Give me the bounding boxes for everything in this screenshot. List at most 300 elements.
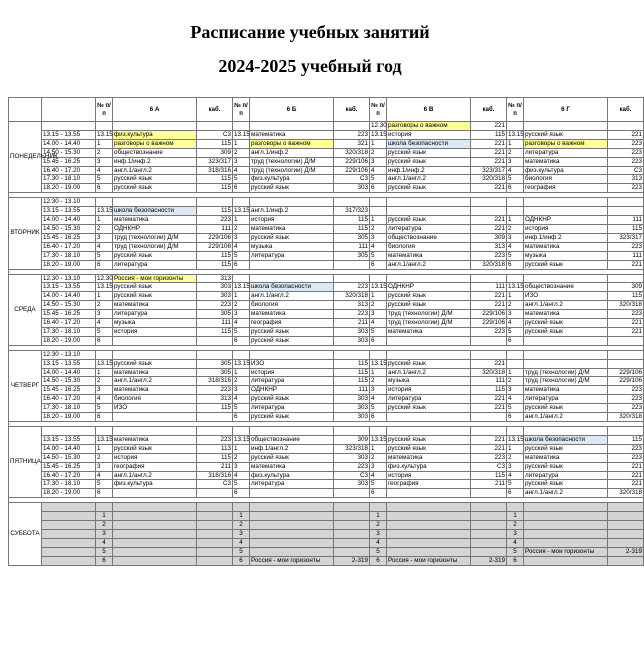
time-slot: 15.45 - 16.25 — [42, 386, 96, 395]
lesson-number-6b: 6 — [233, 336, 250, 345]
subject-6g: русский язык — [524, 130, 608, 139]
room-6a: 115 — [197, 327, 233, 336]
room-6a: 318/316 — [197, 471, 233, 480]
header-num: № п/п — [507, 98, 524, 122]
subject-6a: литература — [113, 310, 197, 319]
lesson-number-6a: 3 — [96, 386, 113, 395]
room-6a: 318/316 — [197, 377, 233, 386]
room-6v: 221 — [471, 139, 507, 148]
subject-6v: англ.1/англ.2 — [387, 368, 471, 377]
subject-6g: русский язык — [524, 404, 608, 413]
subject-6b: ИЗО — [250, 359, 334, 368]
lesson-number-6a: 1 — [96, 444, 113, 453]
subject-6g — [524, 529, 608, 538]
lesson-number-6v: 3 — [370, 233, 387, 242]
lesson-number-6b: 4 — [233, 471, 250, 480]
room-6g — [608, 350, 644, 359]
lesson-number-6v: 1 — [370, 512, 387, 521]
time-slot: 13.15 - 13.55 — [42, 435, 96, 444]
lesson-number-6b: 2 — [233, 377, 250, 386]
room-6v: 115 — [471, 386, 507, 395]
lesson-number-6b: 4 — [233, 242, 250, 251]
subject-6b: математика — [250, 310, 334, 319]
schedule-row — [9, 444, 644, 453]
schedule-row — [9, 139, 644, 148]
room-6v: 221 — [471, 148, 507, 157]
lesson-number-6b — [233, 503, 250, 512]
time-slot: 15.45 - 16.25 — [42, 157, 96, 166]
subject-6g: русский язык — [524, 480, 608, 489]
room-6g — [608, 427, 644, 436]
subject-6b: англ.1/инф.2 — [250, 148, 334, 157]
subject-6a: англ.1/англ.2 — [113, 166, 197, 175]
subject-6v: Россия - мои горизонты — [387, 556, 471, 565]
subject-6b: литература — [250, 377, 334, 386]
lesson-number-6v: 2 — [370, 301, 387, 310]
lesson-number-6a: 5 — [96, 480, 113, 489]
subject-6v — [387, 529, 471, 538]
room-6b: 303 — [334, 395, 370, 404]
header-room: каб. — [608, 98, 644, 122]
lesson-number-6a — [96, 503, 113, 512]
lesson-number-6g: 13.15 — [508, 435, 524, 443]
subject-6a: русский язык — [113, 184, 197, 193]
lesson-number-6b: 2 — [233, 453, 250, 462]
subject-6g: ОДНКНР — [524, 216, 608, 225]
room-6g: 223 — [608, 444, 644, 453]
subject-6b — [250, 489, 334, 498]
subject-6b: история — [250, 368, 334, 377]
day-label: ВТОРНИК — [9, 198, 42, 269]
room-6v — [471, 207, 507, 216]
room-6g: 223 — [608, 310, 644, 319]
subject-6b: ОДНКНР — [250, 386, 334, 395]
room-6a: 318/316 — [197, 166, 233, 175]
subject-6b: литература — [250, 404, 334, 413]
lesson-number-6a: 13.15 — [97, 283, 113, 291]
room-6v — [471, 529, 507, 538]
lesson-number-6g: 2 — [507, 224, 524, 233]
room-6b: 305 — [334, 233, 370, 242]
subject-6g: разговоры о важном — [524, 139, 608, 148]
time-slot: 18.20 - 19.00 — [42, 184, 96, 193]
subject-6b: физ.культура — [250, 175, 334, 184]
room-6v: 115 — [471, 130, 507, 139]
time-slot: 14.50 - 15.30 — [42, 301, 96, 310]
time-slot: 16.40 - 17.20 — [42, 166, 96, 175]
subject-6v: труд (технологии) Д/М — [387, 310, 471, 319]
subject-6g: инф.1/инф.2 — [524, 233, 608, 242]
subject-6b: биология — [250, 301, 334, 310]
subject-6b — [250, 260, 334, 269]
room-6b: 309 — [334, 435, 370, 444]
room-6v: 223 — [471, 251, 507, 260]
room-6b — [334, 503, 370, 512]
subject-6g — [524, 427, 608, 436]
room-6b: 321 — [334, 139, 370, 148]
subject-6v: разговоры о важном — [387, 122, 471, 131]
lesson-number-6b: 5 — [233, 547, 250, 556]
schedule-row — [9, 251, 644, 260]
room-6b — [334, 521, 370, 530]
lesson-number-6b: 6 — [233, 184, 250, 193]
lesson-number-6g: 4 — [507, 471, 524, 480]
time-slot: 18.20 - 19.00 — [42, 336, 96, 345]
room-6a: 303 — [197, 283, 233, 292]
lesson-number-6a: 5 — [96, 251, 113, 260]
subject-6b: русский язык — [250, 233, 334, 242]
lesson-number-6g: 4 — [507, 395, 524, 404]
subject-6a: разговоры о важном — [113, 139, 197, 148]
lesson-number-6a: 3 — [96, 529, 113, 538]
lesson-number-6b: 13.15 — [234, 359, 250, 367]
lesson-number-6g: 5 — [507, 480, 524, 489]
room-6b: 303 — [334, 453, 370, 462]
subject-6g: русский язык — [524, 260, 608, 269]
room-6a: 223 — [197, 301, 233, 310]
subject-6b: разговоры о важном — [250, 139, 334, 148]
time-slot: 17.30 - 18.10 — [42, 404, 96, 413]
room-6b: 223 — [334, 310, 370, 319]
lesson-number-6g: 6 — [507, 184, 524, 193]
lesson-number-6b: 6 — [233, 413, 250, 422]
subject-6v: география — [387, 480, 471, 489]
room-6g — [608, 538, 644, 547]
subject-6g: литература — [524, 471, 608, 480]
lesson-number-6b: 1 — [233, 216, 250, 225]
lesson-number-6b: 13.15 — [234, 435, 250, 443]
lesson-number-6a: 4 — [96, 319, 113, 328]
lesson-number-6g — [507, 198, 524, 207]
page-subtitle: 2024-2025 учебный год — [218, 56, 402, 76]
subject-6a: англ.1/англ.2 — [113, 471, 197, 480]
time-slot: 13.15 - 13.55 — [42, 207, 96, 216]
schedule-row — [9, 368, 644, 377]
room-6v — [471, 427, 507, 436]
day-label: ПОНЕДЕЛЬНИК — [9, 122, 42, 193]
schedule-row — [9, 327, 644, 336]
schedule-row — [9, 319, 644, 328]
lesson-number-6g: 3 — [507, 386, 524, 395]
room-6g: 320/318 — [608, 489, 644, 498]
room-6v: 111 — [471, 283, 507, 292]
subject-6v: математика — [387, 251, 471, 260]
schedule-row — [9, 148, 644, 157]
schedule-row — [9, 233, 644, 242]
room-6b: 115 — [334, 224, 370, 233]
room-6g: 115 — [608, 435, 644, 444]
subject-6b — [250, 538, 334, 547]
lesson-number-6b: 5 — [233, 404, 250, 413]
lesson-number-6v: 4 — [370, 166, 387, 175]
lesson-number-6a: 6 — [96, 336, 113, 345]
subject-6g: математика — [524, 157, 608, 166]
subject-6v — [387, 512, 471, 521]
lesson-number-6b — [233, 122, 250, 131]
room-6g: 223 — [608, 386, 644, 395]
subject-6g: англ.1/англ.2 — [524, 489, 608, 498]
room-6v — [471, 336, 507, 345]
time-slot: 16.40 - 17.20 — [42, 471, 96, 480]
lesson-number-6v: 5 — [370, 480, 387, 489]
subject-6b — [250, 427, 334, 436]
lesson-number-6a: 1 — [96, 512, 113, 521]
lesson-number-6b: 3 — [233, 233, 250, 242]
subject-6b: русский язык — [250, 327, 334, 336]
room-6g — [608, 512, 644, 521]
day-label: СУББОТА — [9, 503, 42, 565]
subject-6a — [113, 336, 197, 345]
subject-6g: история — [524, 224, 608, 233]
subject-6g — [524, 556, 608, 565]
lesson-number-6g: 2 — [507, 148, 524, 157]
lesson-number-6b: 13.15 — [234, 207, 250, 215]
lesson-number-6b: 4 — [233, 166, 250, 175]
subject-6v: русский язык — [387, 157, 471, 166]
room-6b — [334, 529, 370, 538]
subject-6a: обществознание — [113, 148, 197, 157]
lesson-number-6g: 6 — [507, 260, 524, 269]
subject-6b: история — [250, 216, 334, 225]
subject-6v: англ.1/англ.2 — [387, 260, 471, 269]
room-6a: 115 — [197, 453, 233, 462]
lesson-number-6g — [507, 359, 524, 368]
subject-6v: математика — [387, 327, 471, 336]
lesson-number-6b: 4 — [233, 538, 250, 547]
room-6v — [471, 413, 507, 422]
schedule-row — [9, 336, 644, 345]
time-slot: 12.30 - 13.10 — [42, 274, 96, 283]
subject-6v: литература — [387, 224, 471, 233]
time-slot: 17.30 - 18.10 — [42, 327, 96, 336]
subject-6g: русский язык — [524, 444, 608, 453]
room-6b: 115 — [334, 359, 370, 368]
room-6v: 229/106 — [471, 319, 507, 328]
subject-6a: русский язык — [113, 251, 197, 260]
subject-6v: русский язык — [387, 404, 471, 413]
lesson-number-6b: 4 — [233, 319, 250, 328]
subject-6g: русский язык — [524, 319, 608, 328]
room-6a: 115 — [197, 260, 233, 269]
time-slot: 15.45 - 16.25 — [42, 462, 96, 471]
room-6g: 229/106 — [608, 377, 644, 386]
lesson-number-6g: 4 — [507, 319, 524, 328]
subject-6b: русский язык — [250, 395, 334, 404]
header-room: каб. — [471, 98, 507, 122]
lesson-number-6v: 2 — [370, 377, 387, 386]
time-slot: 13.15 - 13.55 — [42, 283, 96, 292]
header-num: № п/п — [233, 98, 250, 122]
room-6v: 2-319 — [471, 556, 507, 565]
schedule-row — [9, 350, 644, 359]
lesson-number-6b: 5 — [233, 251, 250, 260]
lesson-number-6a: 4 — [96, 395, 113, 404]
lesson-number-6v: 4 — [370, 319, 387, 328]
lesson-number-6v — [370, 274, 387, 283]
subject-6a — [113, 198, 197, 207]
room-6a: 305 — [197, 368, 233, 377]
room-6a: 323/317 — [197, 157, 233, 166]
subject-6a: труд (технологии) Д/М — [113, 233, 197, 242]
subject-6g — [524, 207, 608, 216]
subject-6a — [113, 413, 197, 422]
lesson-number-6v — [370, 427, 387, 436]
schedule-table — [8, 97, 644, 566]
lesson-number-6v: 13.15 — [371, 359, 387, 367]
room-6a: 223 — [197, 386, 233, 395]
lesson-number-6b — [233, 274, 250, 283]
lesson-number-6v: 12.30 — [371, 122, 387, 129]
subject-6b: англ.1/инф.2 — [250, 207, 334, 216]
lesson-number-6g: 3 — [507, 462, 524, 471]
room-6g: 323/317 — [608, 233, 644, 242]
lesson-number-6g: 4 — [507, 166, 524, 175]
time-slot: 18.20 - 19.00 — [42, 489, 96, 498]
room-6b — [334, 274, 370, 283]
subject-6g — [524, 521, 608, 530]
room-6b: 115 — [334, 216, 370, 225]
subject-6g: музыка — [524, 251, 608, 260]
subject-6b: русский язык — [250, 413, 334, 422]
lesson-number-6a: 2 — [96, 453, 113, 462]
lesson-number-6v: 6 — [370, 260, 387, 269]
lesson-number-6v — [370, 503, 387, 512]
room-6b — [334, 427, 370, 436]
schedule-row — [9, 198, 644, 207]
lesson-number-6v: 6 — [370, 336, 387, 345]
time-slot — [42, 538, 96, 547]
lesson-number-6b — [233, 427, 250, 436]
room-6a: 229/106 — [197, 242, 233, 251]
subject-6g — [524, 512, 608, 521]
subject-6v: русский язык — [387, 435, 471, 444]
time-slot: 16.40 - 17.20 — [42, 319, 96, 328]
schedule-row — [9, 503, 644, 512]
subject-6g: математика — [524, 242, 608, 251]
lesson-number-6a: 2 — [96, 521, 113, 530]
lesson-number-6g: 5 — [507, 175, 524, 184]
lesson-number-6v: 13.15 — [371, 283, 387, 291]
subject-6v — [387, 521, 471, 530]
room-6v — [471, 198, 507, 207]
subject-6g — [524, 350, 608, 359]
subject-6a: русский язык — [113, 175, 197, 184]
lesson-number-6a: 6 — [96, 260, 113, 269]
room-6g: 221 — [608, 327, 644, 336]
room-6a: 115 — [197, 251, 233, 260]
room-6a — [197, 556, 233, 565]
lesson-number-6v: 3 — [370, 157, 387, 166]
room-6g: 223 — [608, 139, 644, 148]
subject-6a — [113, 489, 197, 498]
subject-6a — [113, 547, 197, 556]
room-6b: 115 — [334, 377, 370, 386]
room-6a: 115 — [197, 184, 233, 193]
time-slot — [42, 503, 96, 512]
subject-6g: обществознание — [524, 283, 608, 292]
subject-6g — [524, 538, 608, 547]
lesson-number-6g: 1 — [507, 512, 524, 521]
schedule-row — [9, 386, 644, 395]
schedule-row — [9, 292, 644, 301]
lesson-number-6g — [507, 503, 524, 512]
schedule-row — [9, 529, 644, 538]
lesson-number-6g: 1 — [507, 368, 524, 377]
room-6b: 223 — [334, 462, 370, 471]
room-6v: 221 — [471, 224, 507, 233]
lesson-number-6a: 6 — [96, 413, 113, 422]
schedule-row — [9, 462, 644, 471]
time-slot: 14.00 - 14.40 — [42, 139, 96, 148]
room-6v: 221 — [471, 435, 507, 444]
time-slot: 13.15 - 13.55 — [42, 130, 96, 139]
schedule-row — [9, 453, 644, 462]
room-6a: 305 — [197, 310, 233, 319]
schedule-row — [9, 130, 644, 139]
lesson-number-6g: 4 — [507, 538, 524, 547]
room-6a: 303 — [197, 292, 233, 301]
room-6g: 309 — [608, 283, 644, 292]
subject-6b: Россия - мои горизонты — [250, 556, 334, 565]
room-6b — [334, 538, 370, 547]
subject-6g: литература — [524, 395, 608, 404]
time-slot: 16.40 - 17.20 — [42, 395, 96, 404]
subject-6b — [250, 274, 334, 283]
header-class: 6 В — [387, 98, 471, 122]
subject-6v: физ.культура — [387, 462, 471, 471]
lesson-number-6v: 4 — [370, 395, 387, 404]
lesson-number-6b — [233, 350, 250, 359]
header-num: № п/п — [96, 98, 113, 122]
subject-6g — [524, 274, 608, 283]
subject-6a: русский язык — [113, 359, 197, 368]
subject-6v: инф.1/инф.2 — [387, 166, 471, 175]
lesson-number-6v: 5 — [370, 547, 387, 556]
room-6v: 223 — [471, 453, 507, 462]
schedule-row — [9, 242, 644, 251]
subject-6v — [387, 207, 471, 216]
schedule-row — [9, 359, 644, 368]
lesson-number-6a: 1 — [96, 139, 113, 148]
room-6b: 303 — [334, 336, 370, 345]
lesson-number-6a: 12.30 — [97, 274, 113, 282]
subject-6b: обществознание — [250, 435, 334, 444]
lesson-number-6a: 5 — [96, 547, 113, 556]
time-slot: 14.00 - 14.40 — [42, 216, 96, 225]
room-6b: 229/106 — [334, 157, 370, 166]
room-6a — [197, 538, 233, 547]
lesson-number-6a: 3 — [96, 310, 113, 319]
lesson-number-6v: 3 — [370, 529, 387, 538]
lesson-number-6b: 13.15 — [234, 283, 250, 291]
room-6b: 317/323 — [334, 207, 370, 216]
lesson-number-6a: 3 — [96, 462, 113, 471]
room-6g: 115 — [608, 292, 644, 301]
time-slot: 12.30 - 13.10 — [42, 198, 96, 207]
room-6v — [471, 538, 507, 547]
lesson-number-6g: 5 — [507, 547, 524, 556]
room-6g: 223 — [608, 148, 644, 157]
room-6b: 320/318 — [334, 148, 370, 157]
lesson-number-6g: 1 — [507, 444, 524, 453]
day-label: СРЕДА — [9, 274, 42, 345]
schedule-row — [9, 184, 644, 193]
subject-6b — [250, 503, 334, 512]
subject-6a — [113, 122, 197, 131]
subject-6v — [387, 350, 471, 359]
lesson-number-6v: 3 — [370, 310, 387, 319]
room-6g: 223 — [608, 453, 644, 462]
